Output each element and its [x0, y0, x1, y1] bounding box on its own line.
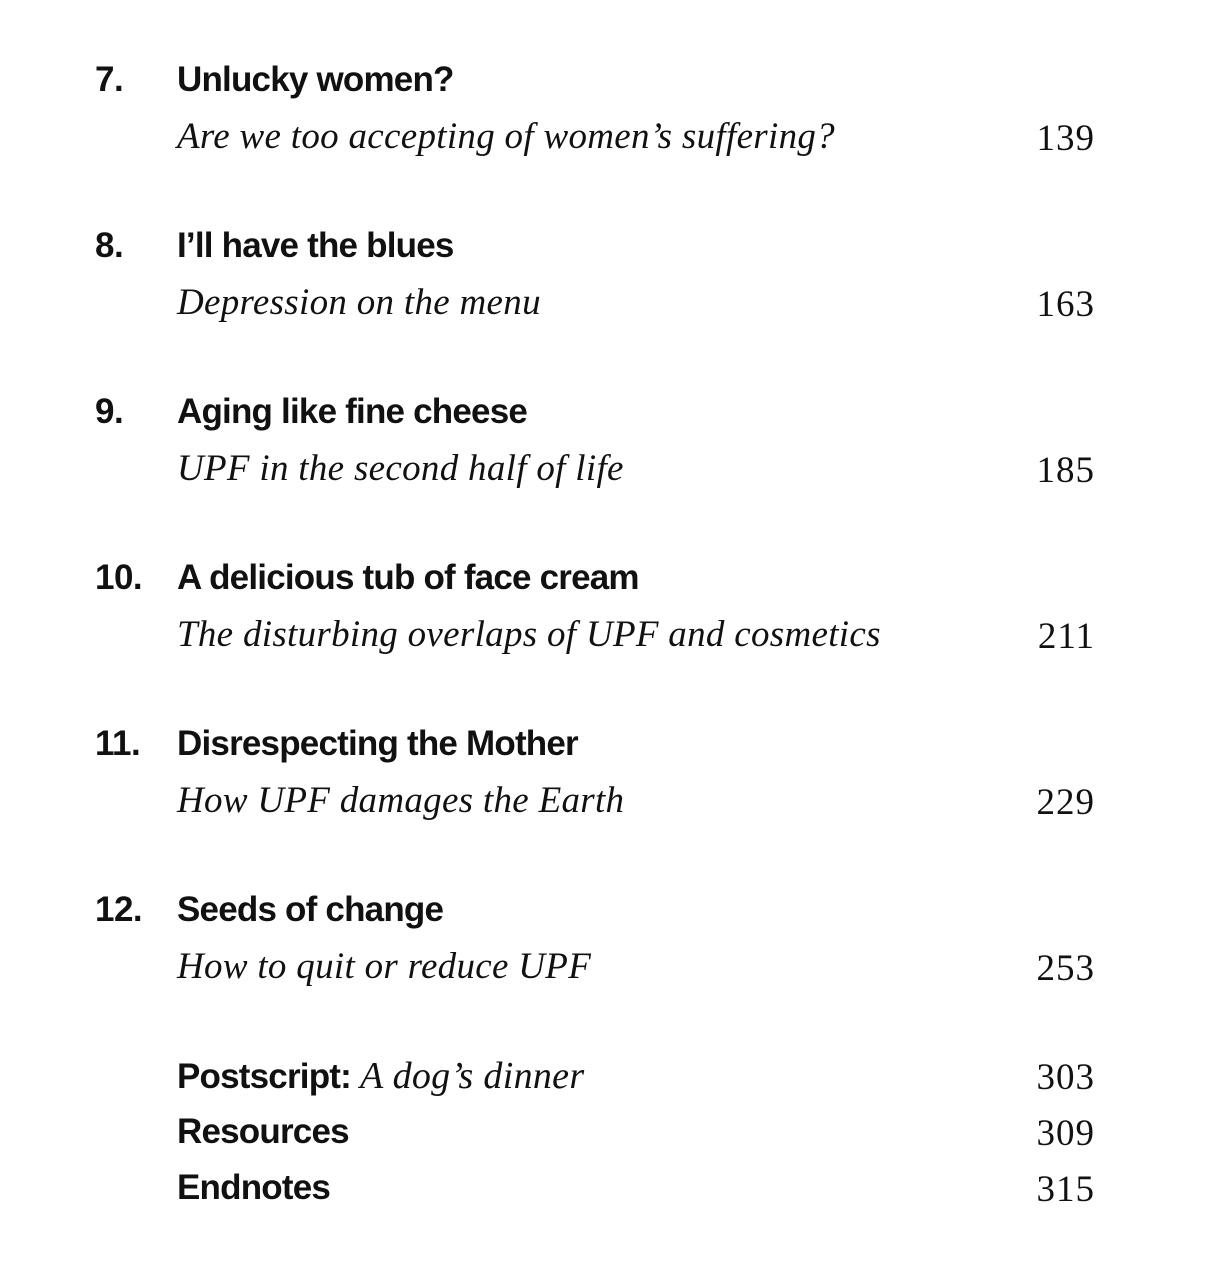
toc-entry-chapter-12	[0, 888, 1230, 1008]
endnotes-page-number: 315	[1036, 1169, 1095, 1210]
toc-entry-chapter-10	[0, 556, 1230, 676]
chapter-page-number: 163	[1036, 284, 1095, 325]
chapter-title: Disrespecting the Mother	[177, 724, 578, 763]
toc-entry-endnotes	[0, 1164, 1230, 1216]
chapter-subtitle: How UPF damages the Earth	[177, 780, 625, 821]
chapter-subtitle: Are we too accepting of women’s suffering?	[177, 116, 835, 157]
chapter-number: 11.	[95, 724, 141, 763]
chapter-number: 7.	[95, 60, 124, 99]
chapter-title: A delicious tub of face cream	[177, 558, 639, 597]
chapter-page-number: 253	[1036, 948, 1095, 989]
chapter-title: Unlucky women?	[177, 60, 454, 99]
chapter-subtitle: The disturbing overlaps of UPF and cosmetics	[177, 614, 881, 655]
chapter-number: 10.	[95, 558, 143, 597]
postscript-label-line	[177, 1052, 584, 1101]
resources-page-number: 309	[1036, 1113, 1095, 1154]
chapter-page-number: 185	[1036, 450, 1095, 491]
toc-entry-postscript	[0, 1052, 1230, 1104]
chapter-subtitle: How to quit or reduce UPF	[177, 946, 592, 987]
endnotes-label: Endnotes	[177, 1168, 331, 1207]
toc-entry-chapter-8	[0, 224, 1230, 344]
postscript-title: A dog’s dinner	[359, 1055, 585, 1097]
postscript-page-number: 303	[1036, 1057, 1095, 1098]
chapter-title: I’ll have the blues	[177, 226, 454, 265]
chapter-title: Seeds of change	[177, 890, 444, 929]
chapter-subtitle: UPF in the second half of life	[177, 448, 624, 489]
resources-label: Resources	[177, 1112, 349, 1151]
chapter-page-number: 139	[1036, 118, 1095, 159]
chapter-number: 9.	[95, 392, 124, 431]
chapter-number: 8.	[95, 226, 124, 265]
toc-entry-chapter-11	[0, 722, 1230, 842]
toc-entry-chapter-7	[0, 58, 1230, 178]
toc-entry-resources	[0, 1108, 1230, 1160]
postscript-label: Postscript:	[177, 1057, 352, 1096]
toc-entry-chapter-9	[0, 390, 1230, 510]
chapter-page-number: 229	[1036, 782, 1095, 823]
chapter-title: Aging like fine cheese	[177, 392, 528, 431]
chapter-page-number: 211	[1037, 616, 1095, 657]
chapter-subtitle: Depression on the menu	[177, 282, 541, 323]
chapter-number: 12.	[95, 890, 143, 929]
